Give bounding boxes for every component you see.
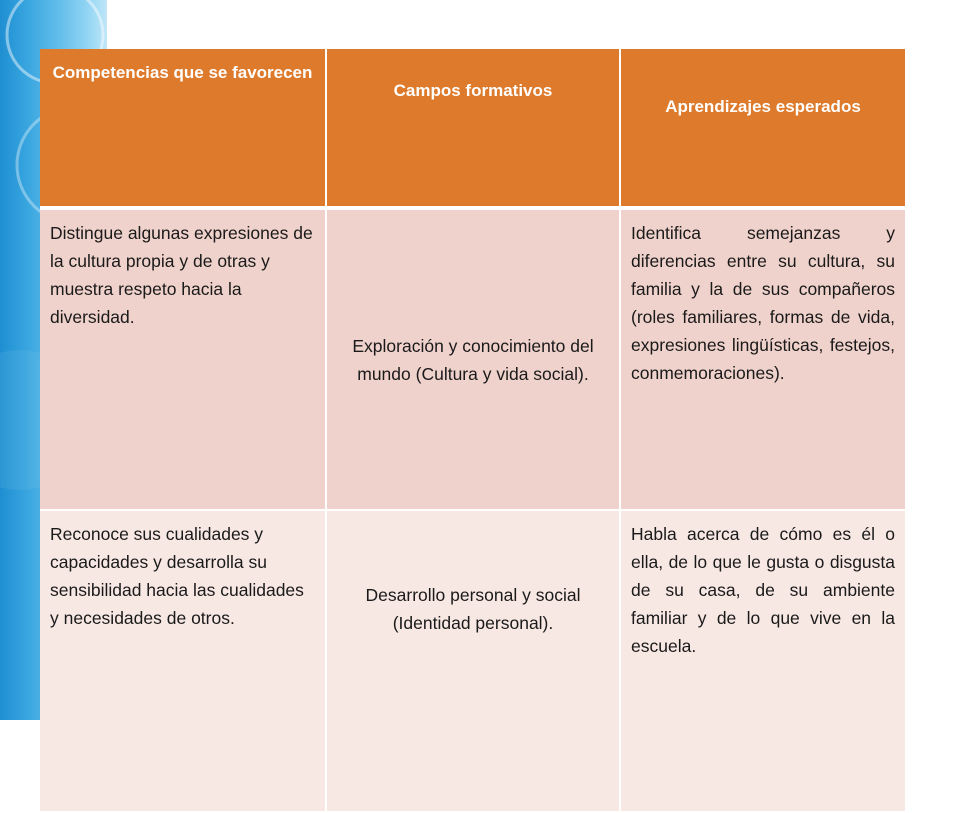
header-aprendizajes-esperados: Aprendizajes esperados	[620, 49, 905, 208]
table-header-row	[40, 49, 905, 208]
cell-competencia: Reconoce sus cualidades y capacidades y desarrolla su sensibilidad hacia las cualidades y necesidades de otros.	[40, 510, 326, 812]
header-campos-formativos: Campos formativos	[326, 49, 620, 208]
competencias-table-container	[40, 49, 905, 686]
table-row	[40, 208, 905, 510]
cell-aprendizaje: Habla acerca de cómo es él o ella, de lo que le gusta o disgusta de su casa, de su ambiente familiar y de lo que vive en la escuela.	[620, 510, 905, 812]
header-competencias: Competencias que se favorecen	[40, 49, 326, 208]
cell-campo-formativo: Exploración y conocimiento del mundo (Cultura y vida social).	[326, 208, 620, 510]
cell-aprendizaje: Identifica semejanzas y diferencias entre su cultura, su familia y la de sus compañeros (roles familiares, formas de vida, expresiones lingüísticas, festejos, conmemoraciones).	[620, 208, 905, 510]
cell-competencia: Distingue algunas expresiones de la cultura propia y de otras y muestra respeto hacia la diversidad.	[40, 208, 326, 510]
table-row	[40, 510, 905, 812]
competencias-table	[40, 49, 905, 813]
cell-campo-formativo: Desarrollo personal y social (Identidad personal).	[326, 510, 620, 812]
